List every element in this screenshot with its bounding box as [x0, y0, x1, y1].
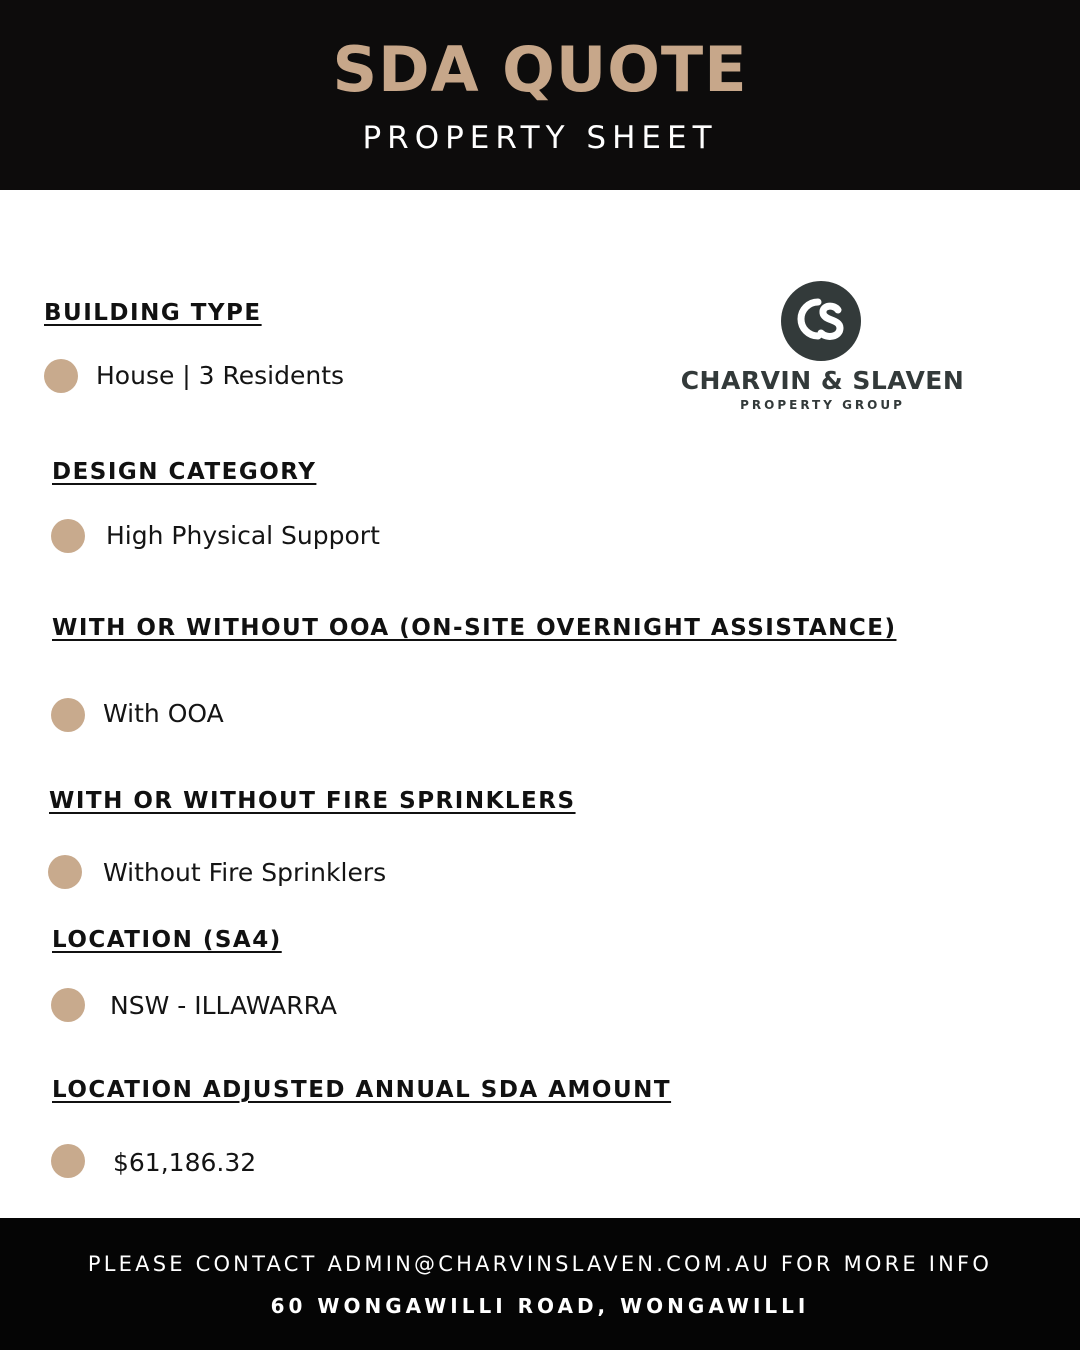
bullet-icon	[51, 988, 85, 1022]
bullet-icon	[51, 698, 85, 732]
value-design-category: High Physical Support	[106, 521, 380, 550]
value-fire-sprinklers: Without Fire Sprinklers	[103, 858, 387, 887]
heading-fire-sprinklers: WITH OR WITHOUT FIRE SPRINKLERS	[49, 788, 576, 814]
heading-design-category: DESIGN CATEGORY	[52, 459, 317, 485]
footer-banner	[0, 1218, 1080, 1350]
value-sda-amount: $61,186.32	[113, 1148, 257, 1177]
heading-building-type: BUILDING TYPE	[44, 300, 262, 326]
header-banner	[0, 0, 1080, 190]
footer-contact: PLEASE CONTACT ADMIN@CHARVINSLAVEN.COM.AU FOR MORE INFO	[87, 1252, 993, 1276]
value-building-type: House | 3 Residents	[96, 361, 345, 390]
cs-monogram-icon	[780, 280, 862, 362]
bullet-icon	[51, 1144, 85, 1178]
bullet-icon	[44, 359, 78, 393]
page-subtitle: PROPERTY SHEET	[362, 120, 718, 156]
company-logo	[680, 278, 965, 428]
value-location: NSW - ILLAWARRA	[110, 991, 338, 1020]
bullet-icon	[48, 855, 82, 889]
bullet-icon	[51, 519, 85, 553]
logo-brand-name: CHARVIN & SLAVEN	[680, 366, 965, 395]
heading-ooa: WITH OR WITHOUT OOA (ON-SITE OVERNIGHT ASSISTANCE)	[52, 615, 897, 641]
value-ooa: With OOA	[103, 699, 224, 728]
logo-group-name: PROPERTY GROUP	[740, 398, 905, 412]
footer-address: 60 WONGAWILLI ROAD, WONGAWILLI	[270, 1294, 810, 1318]
heading-sda-amount: LOCATION ADJUSTED ANNUAL SDA AMOUNT	[52, 1077, 672, 1103]
heading-location: LOCATION (SA4)	[52, 927, 282, 953]
page-title: SDA QUOTE	[332, 33, 748, 106]
